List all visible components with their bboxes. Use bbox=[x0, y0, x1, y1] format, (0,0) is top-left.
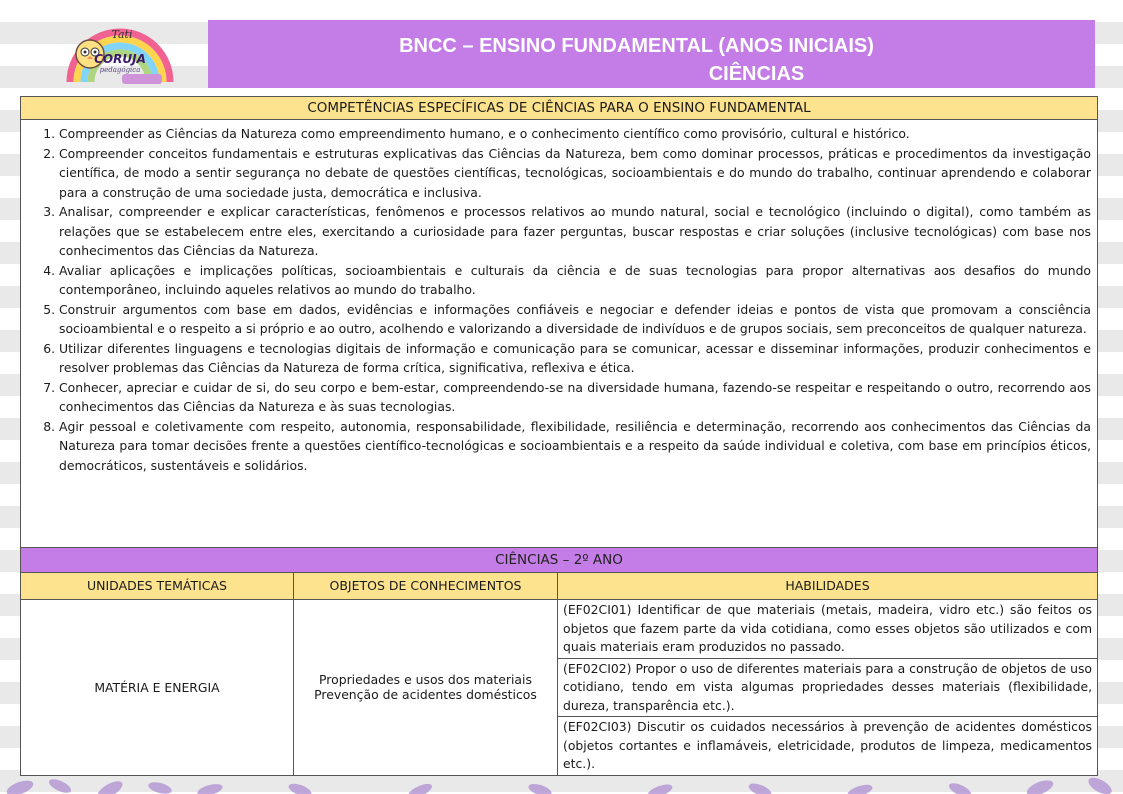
habilidade-cell: (EF02CI03) Discutir os cuidados necessários à prevenção de acidentes domésticos (objetos cortantes e inflamáveis, eletricidade, produtos de limpeza, medicamentos etc.). bbox=[558, 717, 1098, 776]
banner-title-line2: CIÊNCIAS bbox=[708, 63, 805, 85]
logo bbox=[60, 2, 180, 94]
grade-title: CIÊNCIAS – 2º ANO bbox=[21, 548, 1098, 573]
competencia-item: 5. Construir argumentos com base em dados, evidências e informações confiáveis e negociar e defender ideias e pontos de vista que promovam a consciência socioambiental e o respeito a si próprio e ao outro, acolhendo e valorizando a diversidade de indivíduos e de grupos sociais, sem preconceitos de qualquer natureza. bbox=[59, 300, 1091, 339]
unidade-tematica-cell bbox=[21, 600, 294, 776]
leaf-border-icon bbox=[0, 766, 1123, 794]
title-banner bbox=[208, 20, 1095, 88]
decorative-leaves bbox=[0, 766, 1123, 794]
column-header-unidades: UNIDADES TEMÁTICAS bbox=[21, 573, 294, 600]
habilidade-cell: (EF02CI02) Propor o uso de diferentes materiais para a construção de objetos de uso cotidiano, tendo em vista algumas propriedades desses materiais (flexibilidade, dureza, transparência etc.). bbox=[558, 658, 1098, 717]
competencia-item: 3. Analisar, compreender e explicar características, fenômenos e processos relativos ao mundo natural, social e tecnológico (incluindo o digital), como também as relações que se estabelecem entre eles, exercitando a curiosidade para fazer perguntas, buscar respostas e criar soluções (inclusive tecnológicas) com base nos conhecimentos das Ciências da Natureza. bbox=[59, 202, 1091, 261]
habilidade-cell: (EF02CI01) Identificar de que materiais (metais, madeira, vidro etc.) são feitos os objetos que fazem parte da vida cotidiana, como esses objetos são utilizados e com quais materiais eram produzidos no passado. bbox=[558, 600, 1098, 659]
objeto-conhecimento: Propriedades e usos dos materiais bbox=[319, 672, 532, 688]
logo-name: CORUJA bbox=[94, 52, 146, 66]
bncc-table bbox=[20, 96, 1098, 776]
logo-top-text: Tati bbox=[111, 28, 133, 41]
competencias-list bbox=[29, 124, 1091, 475]
objeto-conhecimento: Prevenção de acidentes domésticos bbox=[314, 687, 537, 703]
competencia-item: 7. Conhecer, apreciar e cuidar de si, do seu corpo e bem-estar, compreendendo-se na diversidade humana, fazendo-se respeitar e respeitando o outro, recorrendo aos conhecimentos das Ciências da Natureza e às suas tecnologias. bbox=[59, 378, 1091, 417]
competencia-item: 4. Avaliar aplicações e implicações políticas, socioambientais e culturais da ciência e de suas tecnologias para propor alternativas aos desafios do mundo contemporâneo, incluindo aqueles relativos ao mundo do trabalho. bbox=[59, 261, 1091, 300]
logo-subtitle: pedagógica bbox=[99, 66, 141, 74]
competencias-title: COMPETÊNCIAS ESPECÍFICAS DE CIÊNCIAS PARA O ENSINO FUNDAMENTAL bbox=[21, 97, 1098, 120]
objetos-cell bbox=[294, 600, 558, 776]
column-header-objetos: OBJETOS DE CONHECIMENTOS bbox=[294, 573, 558, 600]
competencias-cell bbox=[21, 120, 1098, 548]
competencia-item: 8. Agir pessoal e coletivamente com respeito, autonomia, responsabilidade, flexibilidade, resiliência e determinação, recorrendo aos conhecimentos das Ciências da Natureza para tomar decisões frente a questões científico-tecnológicas e socioambientais e a respeito da saúde individual e coletiva, com base em princípios éticos, democráticos, sustentáveis e solidários. bbox=[59, 417, 1091, 476]
unidade-tematica: MATÉRIA E ENERGIA bbox=[94, 679, 220, 695]
competencia-item: 6. Utilizar diferentes linguagens e tecnologias digitais de informação e comunicação para se comunicar, acessar e disseminar informações, produzir conhecimentos e resolver problemas das Ciências da Natureza de forma crítica, significativa, reflexiva e ética. bbox=[59, 339, 1091, 378]
competencia-item: 2. Compreender conceitos fundamentais e estruturas explicativas das Ciências da Natureza, bem como dominar processos, práticas e procedimentos da investigação científica, de modo a sentir segurança no debate de questões científicas, tecnológicas, socioambientais e do mundo do trabalho, continuar aprendendo e colaborar para a construção de uma sociedade justa, democrática e inclusiva. bbox=[59, 144, 1091, 203]
rainbow-owl-logo-icon bbox=[60, 2, 180, 94]
competencia-item: 1. Compreender as Ciências da Natureza como empreendimento humano, e o conhecimento científico como provisório, cultural e histórico. bbox=[59, 124, 1091, 144]
column-header-habilidades: HABILIDADES bbox=[558, 573, 1098, 600]
banner-title-line1: BNCC – ENSINO FUNDAMENTAL (ANOS INICIAIS) bbox=[399, 35, 874, 57]
